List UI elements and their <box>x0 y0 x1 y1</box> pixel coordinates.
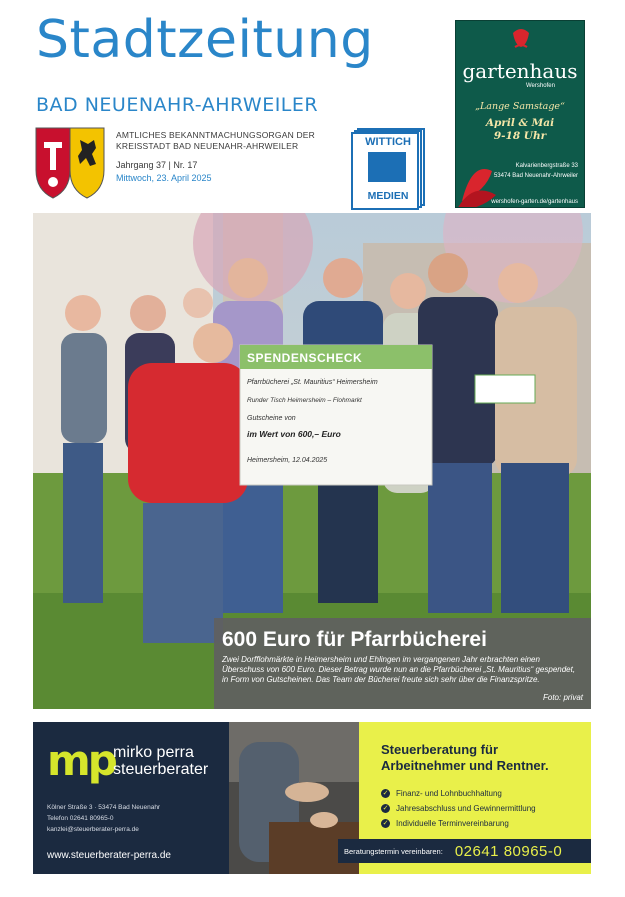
cheque-item: Gutscheine von <box>247 415 296 422</box>
official-notice <box>116 130 315 152</box>
check-icon: ✓ <box>382 820 389 827</box>
wittich-medien-logo <box>351 128 425 210</box>
publisher-name: WITTICH <box>365 136 411 148</box>
official-notice-line: AMTLICHES BEKANNTMACHUNGSORGAN DER <box>116 130 316 140</box>
ad-headline <box>381 742 549 774</box>
official-notice-line: KREISSTADT BAD NEUENAHR-AHRWEILER <box>116 141 299 151</box>
list-item <box>381 816 536 831</box>
publisher-media: MEDIEN <box>367 190 409 202</box>
services-list <box>381 786 536 831</box>
service-label: Finanz- und Lohnbuchhaltung <box>396 789 502 798</box>
appointment-label: Beratungstermin vereinbaren: <box>344 846 443 856</box>
coat-of-arms-icon <box>34 124 106 200</box>
newspaper-title: Stadtzeitung <box>36 10 374 70</box>
gartenhaus-location: Wershofen <box>526 83 555 89</box>
advisor-name <box>113 744 208 778</box>
photo-credit: Foto: privat <box>542 693 583 702</box>
advisor-phone: Telefon 02641 80965-0 <box>47 815 114 822</box>
article-caption <box>214 618 591 709</box>
cheque-header: SPENDENSCHECK <box>247 351 363 365</box>
advisor-title-line: steuerberater <box>113 761 209 778</box>
article-headline: 600 Euro für Pfarrbücherei <box>222 628 487 651</box>
cheque-place-date: Heimersheim, 12.04.2025 <box>247 457 328 464</box>
gartenhaus-hours <box>456 117 584 143</box>
publisher-w-icon <box>368 152 406 182</box>
appointment-phone[interactable]: 02641 80965-0 <box>454 842 563 860</box>
cheque-recipient: Pfarrbücherei „St. Mauritius“ Heimersheim <box>247 379 378 386</box>
advisor-website[interactable]: www.steuerberater-perra.de <box>47 850 171 861</box>
list-item <box>381 801 536 816</box>
appointment-bar[interactable] <box>338 839 591 863</box>
advisor-address: Kölner Straße 3 · 53474 Bad Neuenahr <box>47 804 161 811</box>
ad-headline-line: Arbeitnehmer und Rentner. <box>381 758 549 773</box>
newspaper-city: BAD NEUENAHR-AHRWEILER <box>36 94 319 116</box>
gartenhaus-months: April & Mai <box>485 117 555 129</box>
gartenhaus-brand: gartenhaus <box>462 59 578 83</box>
check-icon: ✓ <box>382 790 389 797</box>
gartenhaus-time: 9-18 Uhr <box>493 130 547 142</box>
address-line: 53474 Bad Neuenahr-Ahrweiler <box>493 173 578 179</box>
gartenhaus-slogan: „Lange Samstage“ <box>475 101 565 112</box>
steuerberater-ad[interactable] <box>33 722 591 874</box>
advisor-email[interactable]: kanzlei@steuerberater-perra.de <box>47 826 139 833</box>
tulip-icon <box>456 21 585 61</box>
service-label: Individuelle Terminvereinbarung <box>396 819 509 828</box>
address-line: Kalvarienbergstraße 33 <box>515 163 578 169</box>
mp-logo-icon: mp <box>47 736 115 785</box>
gartenhaus-url[interactable]: wershofen-garten.de/gartenhaus <box>491 199 578 205</box>
issue-date: Mittwoch, 23. April 2025 <box>116 173 212 183</box>
cheque-donor: Runder Tisch Heimersheim – Flohmarkt <box>247 397 362 404</box>
gartenhaus-ad[interactable] <box>455 20 585 208</box>
article-text: Zwei Dorfflohmärkte in Heimersheim und Ehlingen im vergangenen Jahr erbrachten einen Überschuss von 600 Euro. Dieser Betrag wurde nun an die Pfarrbücherei „St. Mauritius“ gespendet, in Form von Gutscheinen. Das Team der Bücherei freute sich sehr über die Finanzspritze. <box>222 655 576 684</box>
check-icon: ✓ <box>382 805 389 812</box>
list-item <box>381 786 536 801</box>
issue-number: Jahrgang 37 | Nr. 17 <box>116 160 198 170</box>
service-label: Jahresabschluss und Gewinnermittlung <box>396 804 536 813</box>
advisor-contact <box>47 802 160 835</box>
advisor-name-line: mirko perra <box>113 744 194 761</box>
ad-headline-line: Steuerberatung für <box>381 742 499 757</box>
gartenhaus-address <box>494 161 578 181</box>
ad-brand-panel <box>33 722 229 874</box>
cheque-amount: im Wert von 600,– Euro <box>247 429 341 439</box>
